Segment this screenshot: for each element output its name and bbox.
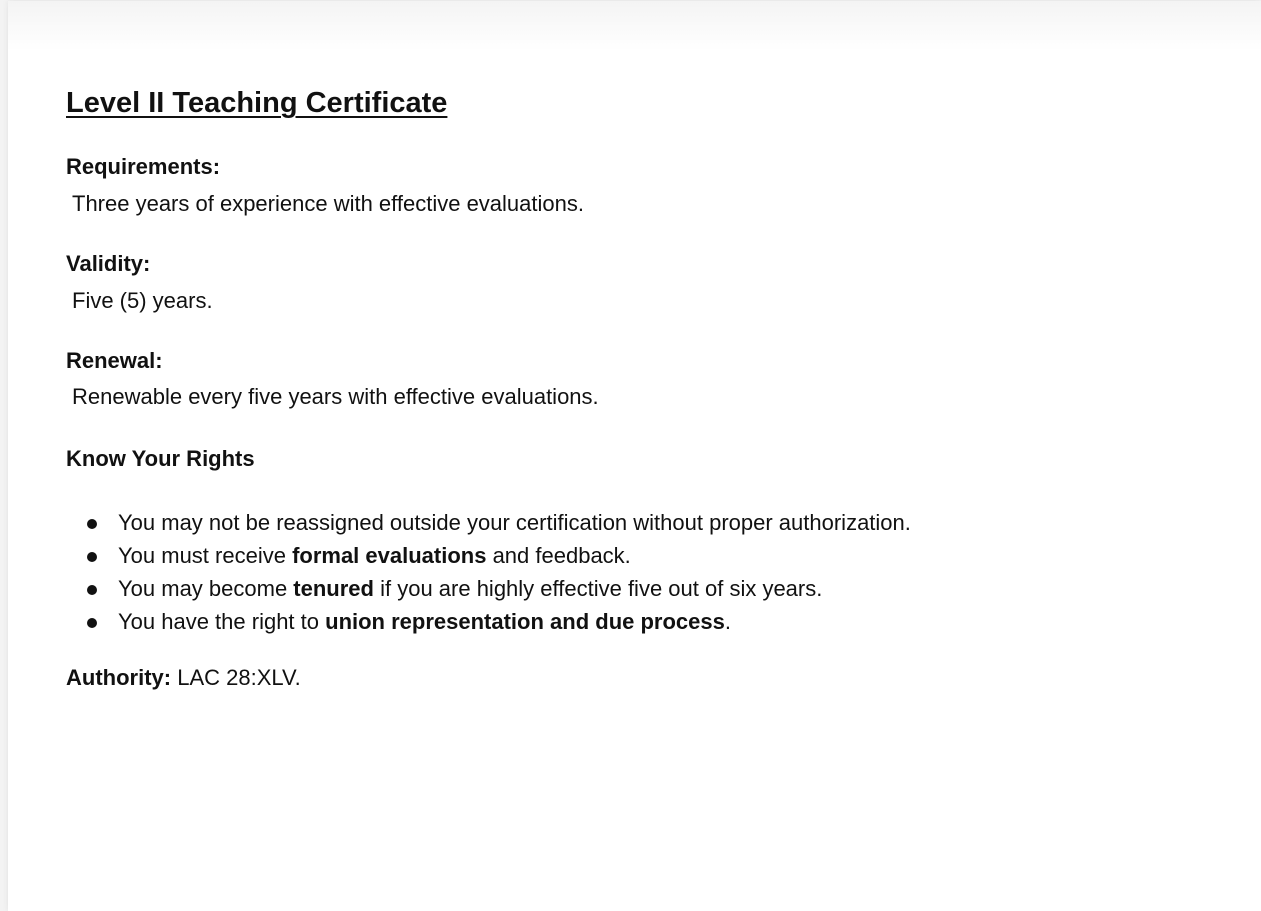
- validity-label: Validity:: [66, 251, 151, 276]
- page-top-shade: [8, 1, 1261, 51]
- validity-text: Five (5) years.: [72, 288, 213, 313]
- requirements-label: Requirements:: [66, 154, 221, 179]
- bullet-icon: [87, 552, 97, 562]
- rights-item-text: You may not be reassigned outside your certification without proper authorization.: [118, 510, 911, 535]
- rights-list-item: [66, 608, 911, 641]
- rights-heading: Know Your Rights: [66, 446, 255, 471]
- rights-list: [66, 509, 911, 641]
- rights-item-text-after: .: [724, 609, 731, 634]
- bullet-icon: [87, 618, 97, 628]
- rights-item-text: You have the right to: [118, 609, 326, 634]
- rights-item-text-after: and feedback.: [486, 543, 631, 568]
- rights-item-emphasis: tenured: [293, 576, 374, 601]
- rights-item-text-after: if you are highly effective five out of six years.: [373, 576, 823, 601]
- rights-list-item: [66, 542, 911, 575]
- renewal-text: Renewable every five years with effective evaluations.: [72, 384, 599, 409]
- document-page: [8, 1, 1261, 911]
- rights-list-item: [66, 575, 911, 608]
- bullet-icon: [87, 585, 97, 595]
- rights-list-item: [66, 509, 911, 542]
- authority-text: LAC 28:XLV.: [171, 665, 301, 690]
- requirements-text: Three years of experience with effective evaluations.: [72, 191, 584, 216]
- rights-item-emphasis: union representation and due process: [325, 609, 725, 634]
- authority-line: [66, 665, 301, 691]
- document-title: Level II Teaching Certificate: [66, 87, 448, 119]
- rights-item-text: You may become: [118, 576, 294, 601]
- bullet-icon: [87, 519, 97, 529]
- renewal-label: Renewal:: [66, 348, 163, 373]
- rights-item-emphasis: formal evaluations: [292, 543, 487, 568]
- authority-label: Authority:: [66, 665, 172, 690]
- rights-item-text: You must receive: [118, 543, 293, 568]
